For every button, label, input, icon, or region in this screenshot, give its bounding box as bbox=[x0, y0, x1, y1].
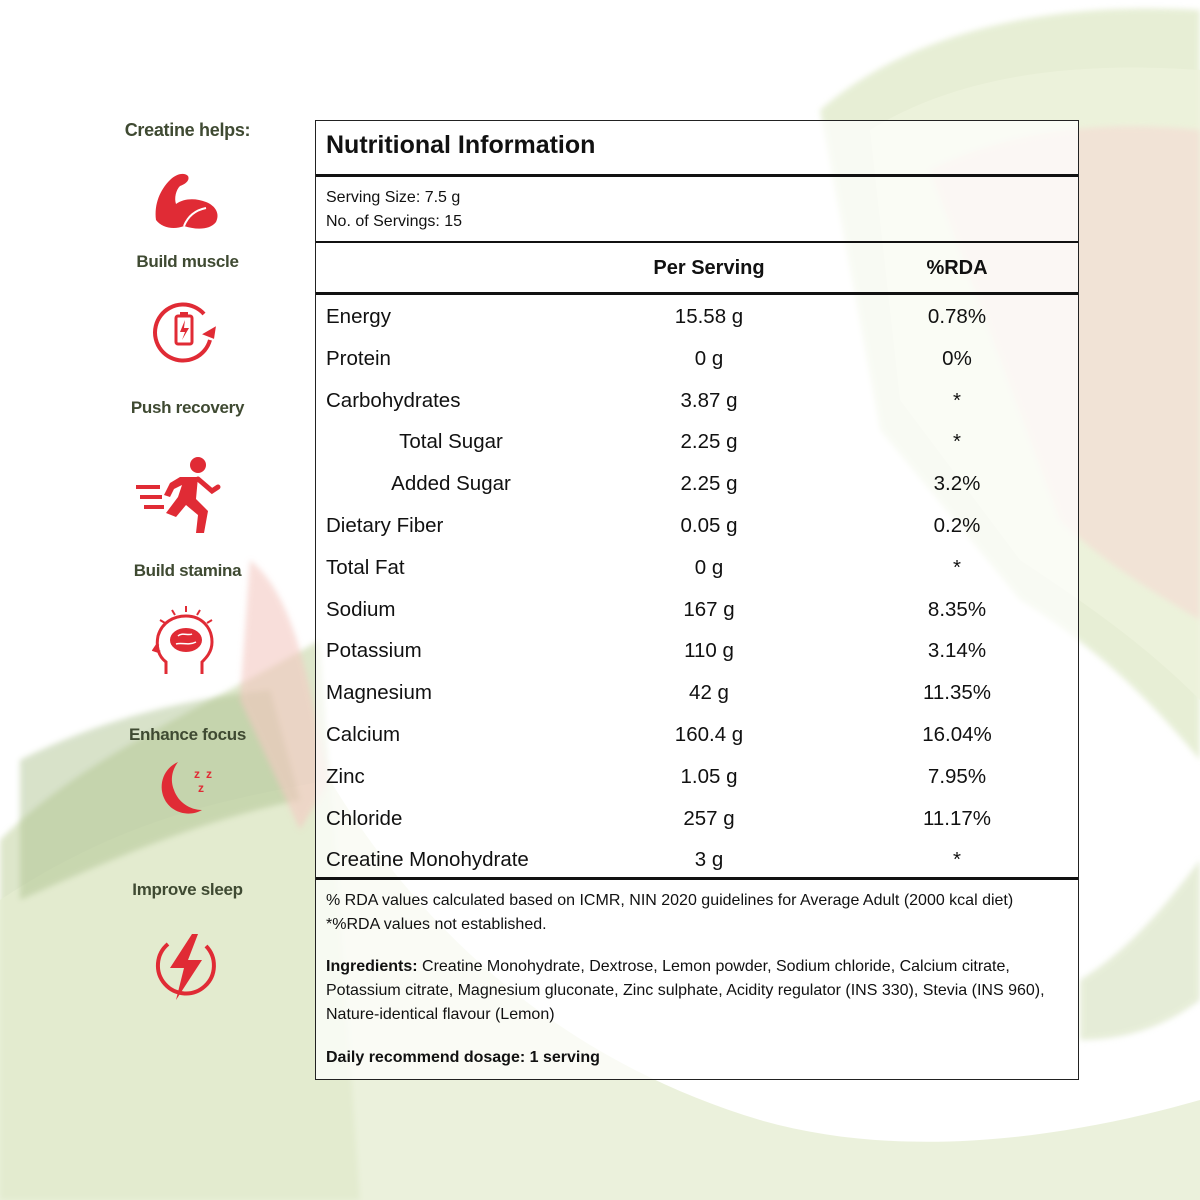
column-header-rda: %RDA bbox=[926, 257, 988, 279]
running-person-icon bbox=[136, 455, 222, 535]
benefit-label-improve-sleep: Improve sleep bbox=[132, 880, 243, 899]
nutrient-rda: * bbox=[953, 848, 961, 872]
nutrient-rda: 0% bbox=[942, 346, 972, 370]
flexed-arm-icon bbox=[150, 170, 224, 232]
nutrient-per-serving: 167 g bbox=[683, 597, 735, 621]
nutrient-name: Protein bbox=[326, 346, 391, 370]
nutrient-rda: * bbox=[953, 555, 961, 579]
nutrition-panel bbox=[315, 120, 1079, 1080]
nutrient-row bbox=[316, 673, 1078, 715]
benefits-heading: Creatine helps: bbox=[124, 120, 251, 140]
rda-note-line-2: *%RDA values not established. bbox=[326, 916, 547, 933]
nutrient-per-serving: 1.05 g bbox=[680, 764, 738, 788]
nutrient-per-serving: 3 g bbox=[694, 848, 724, 872]
svg-text:z: z bbox=[198, 781, 204, 795]
nutrient-name: Chloride bbox=[326, 806, 403, 830]
nutrient-name: Carbohydrates bbox=[326, 388, 461, 412]
nutrient-per-serving: 160.4 g bbox=[674, 723, 744, 746]
benefit-label-build-muscle: Build muscle bbox=[136, 252, 239, 271]
daily-dosage bbox=[326, 1046, 1071, 1070]
daily-dosage-text: Daily recommend dosage: 1 serving bbox=[326, 1049, 600, 1066]
nutrient-name: Energy bbox=[326, 305, 391, 328]
nutrient-row bbox=[316, 548, 1078, 590]
nutrient-rda: 11.17% bbox=[922, 806, 991, 830]
divider bbox=[316, 174, 1078, 177]
lightning-bolt-icon bbox=[152, 928, 222, 1004]
battery-recovery-icon bbox=[152, 300, 222, 364]
nutrient-per-serving: 0 g bbox=[694, 555, 724, 579]
nutrient-row bbox=[316, 464, 1078, 506]
nutrient-name: Calcium bbox=[326, 723, 401, 746]
nutrient-per-serving: 257 g bbox=[683, 806, 735, 830]
nutrient-row bbox=[316, 339, 1078, 381]
nutrient-per-serving: 2.25 g bbox=[680, 472, 738, 496]
nutrient-row bbox=[316, 590, 1078, 632]
nutrient-rda: * bbox=[953, 430, 961, 454]
nutrient-row bbox=[316, 297, 1078, 339]
nutrient-row bbox=[316, 422, 1078, 464]
svg-text:z: z bbox=[206, 767, 212, 781]
divider bbox=[316, 292, 1078, 295]
nutrient-name: Potassium bbox=[326, 639, 422, 663]
divider bbox=[316, 241, 1078, 243]
column-header-per-serving: Per Serving bbox=[653, 257, 765, 279]
panel-title: Nutritional Information bbox=[326, 131, 596, 159]
brain-head-icon bbox=[152, 606, 222, 678]
nutrient-name: Creatine Monohydrate bbox=[326, 848, 529, 872]
nutrient-name: Sodium bbox=[326, 597, 396, 621]
nutrient-row bbox=[316, 799, 1078, 841]
nutrient-row bbox=[316, 757, 1078, 799]
nutrient-rda: 16.04% bbox=[922, 723, 992, 746]
nutrient-per-serving: 15.58 g bbox=[674, 305, 744, 328]
number-of-servings: No. of Servings: 15 bbox=[326, 213, 463, 230]
nutrient-per-serving: 2.25 g bbox=[680, 430, 738, 454]
serving-size: Serving Size: 7.5 g bbox=[326, 189, 461, 206]
divider bbox=[316, 877, 1078, 880]
nutrient-per-serving: 0 g bbox=[694, 346, 724, 370]
nutrient-per-serving: 0.05 g bbox=[680, 514, 738, 537]
nutrient-per-serving: 42 g bbox=[689, 681, 729, 705]
nutrient-row bbox=[316, 381, 1078, 423]
nutrient-name: Dietary Fiber bbox=[326, 514, 444, 537]
nutrient-row bbox=[316, 631, 1078, 673]
ingredients bbox=[326, 955, 1071, 1027]
nutrient-rda: 7.95% bbox=[927, 764, 987, 788]
nutrient-row bbox=[316, 715, 1078, 757]
moon-sleep-icon bbox=[154, 756, 224, 820]
ingredients-text: Creatine Monohydrate, Dextrose, Lemon powder, Sodium chloride, Calcium citrate, Potassium citrate, Magnesium gluconate, Zinc sulphate, Acidity regulator (INS 330), Stevia (INS 960), Nature-identical flavour (Lemon) bbox=[326, 958, 1045, 1023]
nutrient-rda: 11.35% bbox=[922, 681, 991, 705]
nutrient-name: Total Sugar bbox=[399, 430, 503, 454]
nutrient-rda: 3.14% bbox=[927, 639, 987, 663]
nutrient-name: Magnesium bbox=[326, 681, 432, 705]
nutrient-rda: 3.2% bbox=[933, 472, 981, 496]
rda-note bbox=[326, 889, 1071, 937]
ingredients-label: Ingredients: bbox=[326, 958, 418, 975]
benefit-label-build-stamina: Build stamina bbox=[133, 561, 242, 580]
nutrient-rda: 0.78% bbox=[927, 305, 987, 328]
nutrient-per-serving: 110 g bbox=[684, 639, 734, 663]
nutrient-name: Total Fat bbox=[326, 555, 405, 579]
nutrient-rda: 8.35% bbox=[927, 597, 987, 621]
rda-note-line-1: % RDA values calculated based on ICMR, NIN 2020 guidelines for Average Adult (2000 kcal diet) bbox=[326, 892, 1014, 909]
benefit-label-push-recovery: Push recovery bbox=[130, 398, 245, 417]
benefit-label-enhance-focus: Enhance focus bbox=[128, 725, 247, 744]
svg-text:z: z bbox=[194, 767, 200, 781]
nutrient-rda: 0.2% bbox=[933, 514, 981, 537]
nutrient-name: Zinc bbox=[326, 764, 365, 788]
nutrient-name: Added Sugar bbox=[391, 472, 511, 496]
nutrient-per-serving: 3.87 g bbox=[680, 388, 738, 412]
nutrient-rda: * bbox=[953, 388, 961, 412]
nutrient-row bbox=[316, 506, 1078, 548]
